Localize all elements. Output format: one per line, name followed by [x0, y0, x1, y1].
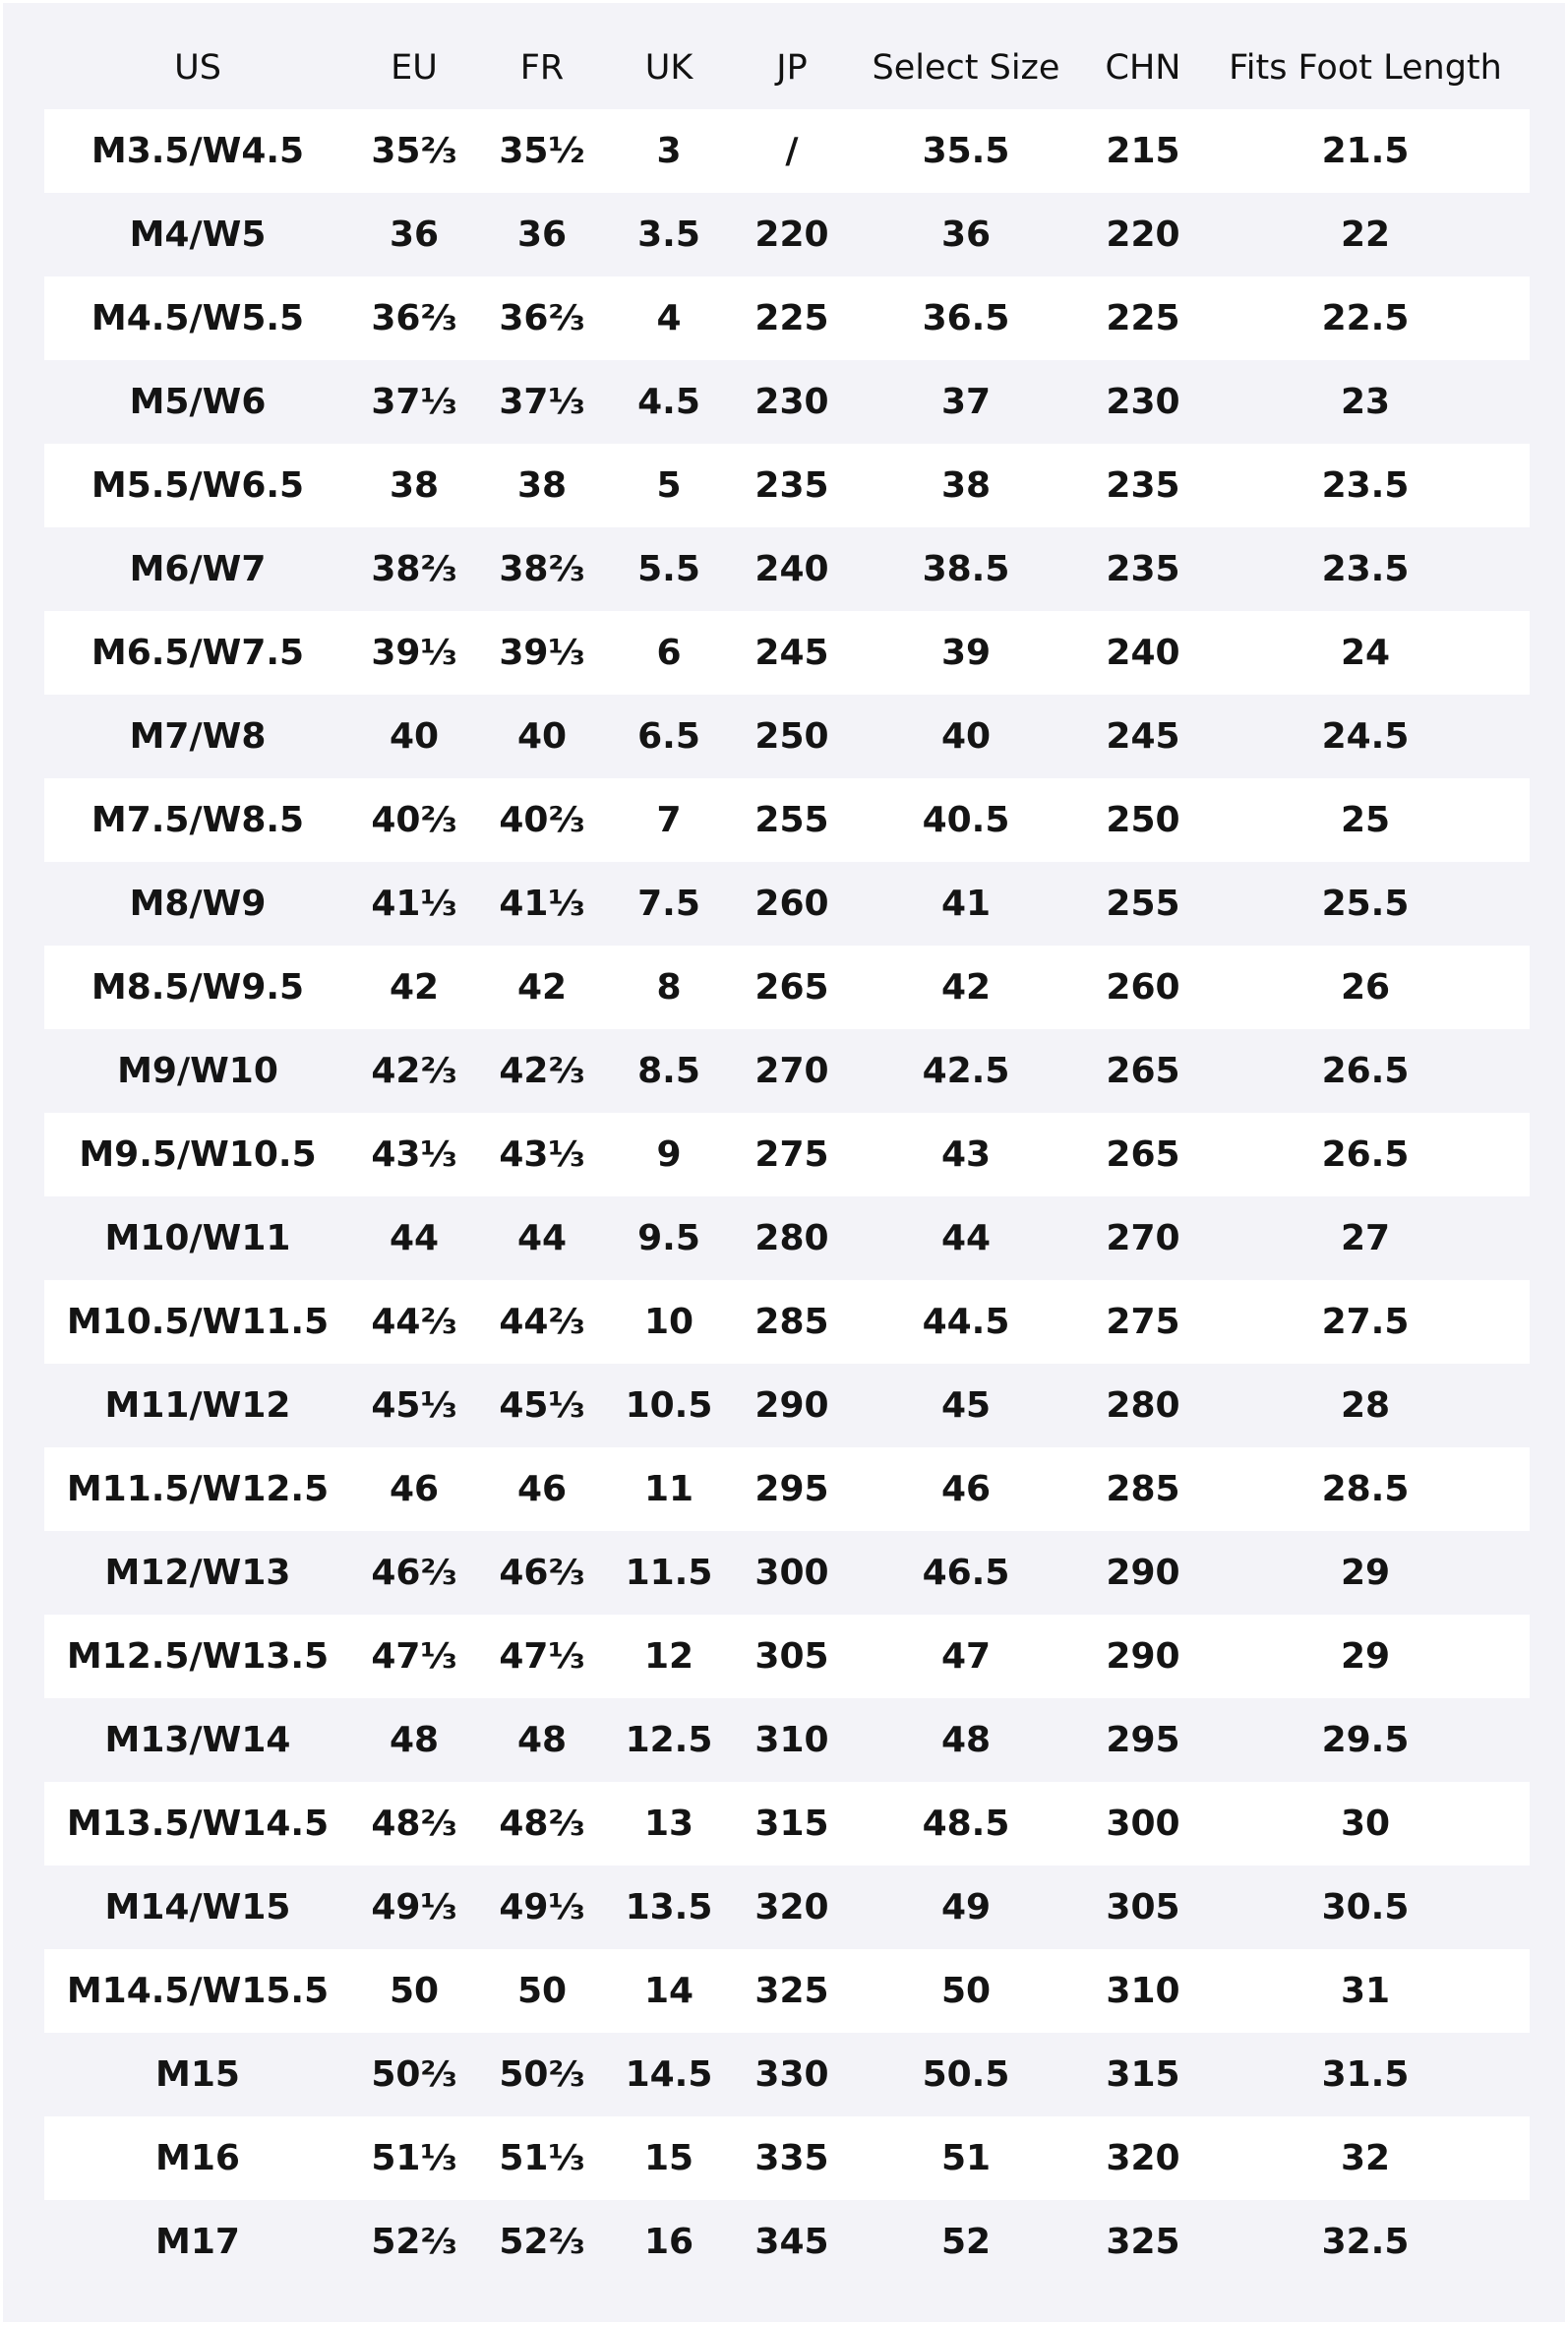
- table-row: [44, 2033, 1530, 2116]
- cell-chn: 270: [1106, 1217, 1180, 1258]
- cell-eu: 39⅓: [371, 632, 457, 673]
- cell-chn: 215: [1106, 130, 1180, 171]
- cell-fits-foot-length: 31: [1340, 1970, 1391, 2011]
- cell-fr: 45⅓: [499, 1384, 585, 1426]
- cell-uk: 9: [656, 1133, 682, 1175]
- cell-us: M8/W9: [129, 883, 267, 924]
- cell-uk: 13.5: [625, 1886, 713, 1927]
- cell-us: M9.5/W10.5: [79, 1133, 317, 1175]
- cell-select-size: 46.5: [922, 1552, 1010, 1593]
- cell-fr: 44: [516, 1217, 568, 1258]
- cell-eu: 48: [389, 1719, 440, 1760]
- cell-eu: 41⅓: [371, 883, 457, 924]
- cell-select-size: 46: [940, 1468, 992, 1509]
- cell-us: M13/W14: [104, 1719, 291, 1760]
- cell-us: M4/W5: [129, 214, 267, 255]
- cell-jp: 345: [754, 2221, 829, 2262]
- cell-jp: 265: [754, 966, 829, 1008]
- cell-select-size: 45: [940, 1384, 992, 1426]
- cell-us: M11/W12: [104, 1384, 291, 1426]
- column-header-jp: JP: [776, 47, 808, 88]
- table-row: [44, 1364, 1530, 1447]
- cell-fr: 40: [516, 715, 568, 757]
- cell-chn: 240: [1106, 632, 1180, 673]
- cell-eu: 36: [389, 214, 440, 255]
- cell-eu: 48⅔: [371, 1803, 457, 1844]
- cell-fits-foot-length: 24: [1340, 632, 1391, 673]
- cell-fits-foot-length: 30: [1340, 1803, 1391, 1844]
- cell-eu: 45⅓: [371, 1384, 457, 1426]
- cell-select-size: 47: [940, 1635, 992, 1677]
- cell-jp: 325: [754, 1970, 829, 2011]
- cell-us: M16: [155, 2137, 240, 2178]
- cell-fits-foot-length: 23: [1340, 381, 1391, 422]
- cell-fits-foot-length: 26.5: [1321, 1133, 1410, 1175]
- cell-chn: 220: [1106, 214, 1180, 255]
- column-header-uk: UK: [644, 47, 694, 88]
- table-row: [44, 1113, 1530, 1196]
- cell-fr: 44⅔: [499, 1301, 585, 1342]
- cell-jp: 225: [754, 297, 829, 338]
- cell-select-size: 42.5: [922, 1050, 1010, 1091]
- cell-fits-foot-length: 25.5: [1321, 883, 1410, 924]
- cell-uk: 4: [656, 297, 682, 338]
- cell-fits-foot-length: 28: [1340, 1384, 1391, 1426]
- cell-eu: 44⅔: [371, 1301, 457, 1342]
- cell-fr: 43⅓: [499, 1133, 585, 1175]
- cell-us: M9/W10: [117, 1050, 278, 1091]
- cell-eu: 50⅔: [371, 2053, 457, 2095]
- cell-fits-foot-length: 32: [1340, 2137, 1391, 2178]
- cell-jp: /: [785, 130, 799, 171]
- cell-chn: 265: [1106, 1050, 1180, 1091]
- table-row: [44, 778, 1530, 862]
- cell-fr: 50⅔: [499, 2053, 585, 2095]
- cell-fr: 46: [516, 1468, 568, 1509]
- table-row: [44, 1698, 1530, 1782]
- table-row: [44, 1029, 1530, 1113]
- cell-fr: 42: [516, 966, 568, 1008]
- cell-fits-foot-length: 22.5: [1321, 297, 1410, 338]
- cell-chn: 235: [1106, 464, 1180, 506]
- cell-us: M12/W13: [104, 1552, 291, 1593]
- table-row: [44, 1531, 1530, 1615]
- cell-select-size: 50: [940, 1970, 992, 2011]
- cell-chn: 230: [1106, 381, 1180, 422]
- cell-select-size: 52: [940, 2221, 992, 2262]
- column-header-us: US: [174, 47, 221, 88]
- cell-select-size: 38: [940, 464, 992, 506]
- table-row: [44, 1280, 1530, 1364]
- cell-fr: 49⅓: [499, 1886, 585, 1927]
- cell-us: M7.5/W8.5: [90, 799, 305, 840]
- cell-select-size: 48.5: [922, 1803, 1010, 1844]
- cell-select-size: 37: [940, 381, 992, 422]
- cell-us: M6.5/W7.5: [90, 632, 305, 673]
- cell-uk: 14.5: [625, 2053, 713, 2095]
- cell-chn: 285: [1106, 1468, 1180, 1509]
- cell-uk: 3.5: [637, 214, 700, 255]
- cell-fr: 39⅓: [499, 632, 585, 673]
- cell-uk: 16: [643, 2221, 694, 2262]
- table-row: [44, 946, 1530, 1029]
- cell-us: M13.5/W14.5: [66, 1803, 330, 1844]
- cell-fits-foot-length: 31.5: [1321, 2053, 1410, 2095]
- cell-fr: 38: [516, 464, 568, 506]
- cell-eu: 47⅓: [371, 1635, 457, 1677]
- cell-fits-foot-length: 23.5: [1321, 548, 1410, 589]
- cell-jp: 320: [754, 1886, 829, 1927]
- cell-eu: 35⅔: [371, 130, 457, 171]
- cell-eu: 37⅓: [371, 381, 457, 422]
- cell-uk: 7: [656, 799, 682, 840]
- table-row: [44, 109, 1530, 193]
- cell-fits-foot-length: 22: [1340, 214, 1391, 255]
- cell-jp: 245: [754, 632, 829, 673]
- cell-jp: 330: [754, 2053, 829, 2095]
- cell-chn: 245: [1106, 715, 1180, 757]
- cell-uk: 11.5: [625, 1552, 713, 1593]
- cell-fr: 40⅔: [499, 799, 585, 840]
- cell-us: M5.5/W6.5: [90, 464, 305, 506]
- cell-select-size: 39: [940, 632, 992, 673]
- cell-fits-foot-length: 27.5: [1321, 1301, 1410, 1342]
- cell-jp: 230: [754, 381, 829, 422]
- table-row: [44, 2116, 1530, 2200]
- cell-fr: 42⅔: [499, 1050, 585, 1091]
- cell-fr: 52⅔: [499, 2221, 585, 2262]
- cell-uk: 4.5: [637, 381, 700, 422]
- cell-jp: 280: [754, 1217, 829, 1258]
- cell-chn: 265: [1106, 1133, 1180, 1175]
- cell-uk: 6: [656, 632, 682, 673]
- cell-select-size: 44.5: [922, 1301, 1010, 1342]
- cell-chn: 305: [1106, 1886, 1180, 1927]
- cell-uk: 5.5: [637, 548, 700, 589]
- cell-chn: 250: [1106, 799, 1180, 840]
- cell-uk: 3: [656, 130, 682, 171]
- cell-fits-foot-length: 30.5: [1321, 1886, 1410, 1927]
- cell-us: M6/W7: [129, 548, 267, 589]
- table-row: [44, 1196, 1530, 1280]
- table-row: [44, 527, 1530, 611]
- cell-jp: 275: [754, 1133, 829, 1175]
- cell-select-size: 50.5: [922, 2053, 1010, 2095]
- cell-select-size: 36.5: [922, 297, 1010, 338]
- table-row: [44, 695, 1530, 778]
- cell-us: M3.5/W4.5: [90, 130, 305, 171]
- cell-chn: 235: [1106, 548, 1180, 589]
- cell-fits-foot-length: 28.5: [1321, 1468, 1410, 1509]
- cell-us: M15: [155, 2053, 240, 2095]
- column-header-select-size: Select Size: [872, 47, 1060, 88]
- table-row: [44, 1447, 1530, 1531]
- cell-jp: 285: [754, 1301, 829, 1342]
- cell-fr: 35½: [499, 130, 585, 171]
- cell-select-size: 49: [940, 1886, 992, 1927]
- cell-us: M14.5/W15.5: [66, 1970, 330, 2011]
- table-header-row: [44, 27, 1530, 109]
- cell-chn: 315: [1106, 2053, 1180, 2095]
- cell-fits-foot-length: 23.5: [1321, 464, 1410, 506]
- table-row: [44, 1866, 1530, 1949]
- cell-fits-foot-length: 29: [1340, 1552, 1391, 1593]
- cell-fr: 46⅔: [499, 1552, 585, 1593]
- cell-eu: 52⅔: [371, 2221, 457, 2262]
- cell-eu: 49⅓: [371, 1886, 457, 1927]
- table-row: [44, 360, 1530, 444]
- cell-fr: 51⅓: [499, 2137, 585, 2178]
- cell-jp: 220: [754, 214, 829, 255]
- cell-select-size: 41: [940, 883, 992, 924]
- cell-jp: 315: [754, 1803, 829, 1844]
- cell-chn: 225: [1106, 297, 1180, 338]
- cell-eu: 36⅔: [371, 297, 457, 338]
- cell-fr: 37⅓: [499, 381, 585, 422]
- cell-jp: 335: [754, 2137, 829, 2178]
- table-row: [44, 2200, 1530, 2284]
- cell-eu: 51⅓: [371, 2137, 457, 2178]
- cell-eu: 38⅔: [371, 548, 457, 589]
- cell-eu: 42⅔: [371, 1050, 457, 1091]
- cell-uk: 12.5: [625, 1719, 713, 1760]
- cell-chn: 300: [1106, 1803, 1180, 1844]
- cell-uk: 9.5: [637, 1217, 700, 1258]
- cell-chn: 290: [1106, 1635, 1180, 1677]
- cell-us: M4.5/W5.5: [90, 297, 305, 338]
- cell-eu: 44: [389, 1217, 440, 1258]
- cell-uk: 15: [643, 2137, 694, 2178]
- cell-fits-foot-length: 29.5: [1321, 1719, 1410, 1760]
- cell-us: M12.5/W13.5: [66, 1635, 330, 1677]
- table-row: [44, 1782, 1530, 1866]
- cell-us: M14/W15: [104, 1886, 291, 1927]
- cell-fits-foot-length: 26: [1340, 966, 1391, 1008]
- table-row: [44, 444, 1530, 527]
- cell-us: M5/W6: [129, 381, 267, 422]
- cell-jp: 310: [754, 1719, 829, 1760]
- table-row: [44, 1615, 1530, 1698]
- cell-uk: 13: [643, 1803, 694, 1844]
- cell-fr: 48⅔: [499, 1803, 585, 1844]
- cell-select-size: 40.5: [922, 799, 1010, 840]
- cell-select-size: 42: [940, 966, 992, 1008]
- column-header-chn: CHN: [1105, 47, 1181, 88]
- cell-fr: 38⅔: [499, 548, 585, 589]
- table-row: [44, 276, 1530, 360]
- cell-fits-foot-length: 25: [1340, 799, 1391, 840]
- cell-eu: 42: [389, 966, 440, 1008]
- cell-jp: 290: [754, 1384, 829, 1426]
- cell-fits-foot-length: 27: [1340, 1217, 1391, 1258]
- cell-uk: 8: [656, 966, 682, 1008]
- cell-uk: 10: [643, 1301, 694, 1342]
- cell-select-size: 51: [940, 2137, 992, 2178]
- cell-jp: 270: [754, 1050, 829, 1091]
- cell-fits-foot-length: 21.5: [1321, 130, 1410, 171]
- cell-jp: 250: [754, 715, 829, 757]
- cell-fr: 48: [516, 1719, 568, 1760]
- cell-us: M10.5/W11.5: [66, 1301, 330, 1342]
- cell-eu: 46⅔: [371, 1552, 457, 1593]
- table-row: [44, 1949, 1530, 2033]
- cell-chn: 320: [1106, 2137, 1180, 2178]
- table-row: [44, 611, 1530, 695]
- cell-jp: 295: [754, 1468, 829, 1509]
- cell-uk: 8.5: [637, 1050, 700, 1091]
- cell-uk: 6.5: [637, 715, 700, 757]
- cell-eu: 40: [389, 715, 440, 757]
- cell-fr: 41⅓: [499, 883, 585, 924]
- cell-select-size: 38.5: [922, 548, 1010, 589]
- cell-eu: 40⅔: [371, 799, 457, 840]
- cell-jp: 260: [754, 883, 829, 924]
- cell-chn: 280: [1106, 1384, 1180, 1426]
- cell-select-size: 44: [940, 1217, 992, 1258]
- cell-fr: 47⅓: [499, 1635, 585, 1677]
- cell-uk: 12: [643, 1635, 694, 1677]
- size-chart-table: [44, 27, 1530, 2284]
- cell-jp: 300: [754, 1552, 829, 1593]
- cell-us: M11.5/W12.5: [66, 1468, 330, 1509]
- cell-jp: 255: [754, 799, 829, 840]
- cell-us: M8.5/W9.5: [90, 966, 305, 1008]
- table-row: [44, 193, 1530, 276]
- cell-fits-foot-length: 26.5: [1321, 1050, 1410, 1091]
- cell-chn: 310: [1106, 1970, 1180, 2011]
- table-row: [44, 862, 1530, 946]
- cell-chn: 275: [1106, 1301, 1180, 1342]
- cell-fr: 50: [516, 1970, 568, 2011]
- cell-fr: 36: [516, 214, 568, 255]
- cell-uk: 5: [656, 464, 682, 506]
- cell-fits-foot-length: 29: [1340, 1635, 1391, 1677]
- cell-fr: 36⅔: [499, 297, 585, 338]
- cell-chn: 255: [1106, 883, 1180, 924]
- size-chart-panel: [3, 3, 1565, 2322]
- cell-chn: 290: [1106, 1552, 1180, 1593]
- cell-eu: 43⅓: [371, 1133, 457, 1175]
- cell-uk: 11: [643, 1468, 694, 1509]
- cell-chn: 295: [1106, 1719, 1180, 1760]
- cell-us: M7/W8: [129, 715, 267, 757]
- cell-jp: 235: [754, 464, 829, 506]
- cell-eu: 46: [389, 1468, 440, 1509]
- cell-fits-foot-length: 32.5: [1321, 2221, 1410, 2262]
- cell-select-size: 35.5: [922, 130, 1010, 171]
- cell-eu: 38: [389, 464, 440, 506]
- cell-eu: 50: [389, 1970, 440, 2011]
- cell-select-size: 36: [940, 214, 992, 255]
- column-header-fits-foot-length: Fits Foot Length: [1229, 47, 1502, 88]
- cell-jp: 305: [754, 1635, 829, 1677]
- column-header-fr: FR: [519, 47, 565, 88]
- column-header-eu: EU: [391, 47, 438, 88]
- cell-jp: 240: [754, 548, 829, 589]
- cell-select-size: 40: [940, 715, 992, 757]
- cell-select-size: 48: [940, 1719, 992, 1760]
- cell-uk: 7.5: [637, 883, 700, 924]
- cell-uk: 10.5: [625, 1384, 713, 1426]
- cell-us: M17: [155, 2221, 240, 2262]
- cell-uk: 14: [643, 1970, 694, 2011]
- cell-chn: 325: [1106, 2221, 1180, 2262]
- cell-select-size: 43: [940, 1133, 992, 1175]
- cell-fits-foot-length: 24.5: [1321, 715, 1410, 757]
- cell-us: M10/W11: [104, 1217, 291, 1258]
- cell-chn: 260: [1106, 966, 1180, 1008]
